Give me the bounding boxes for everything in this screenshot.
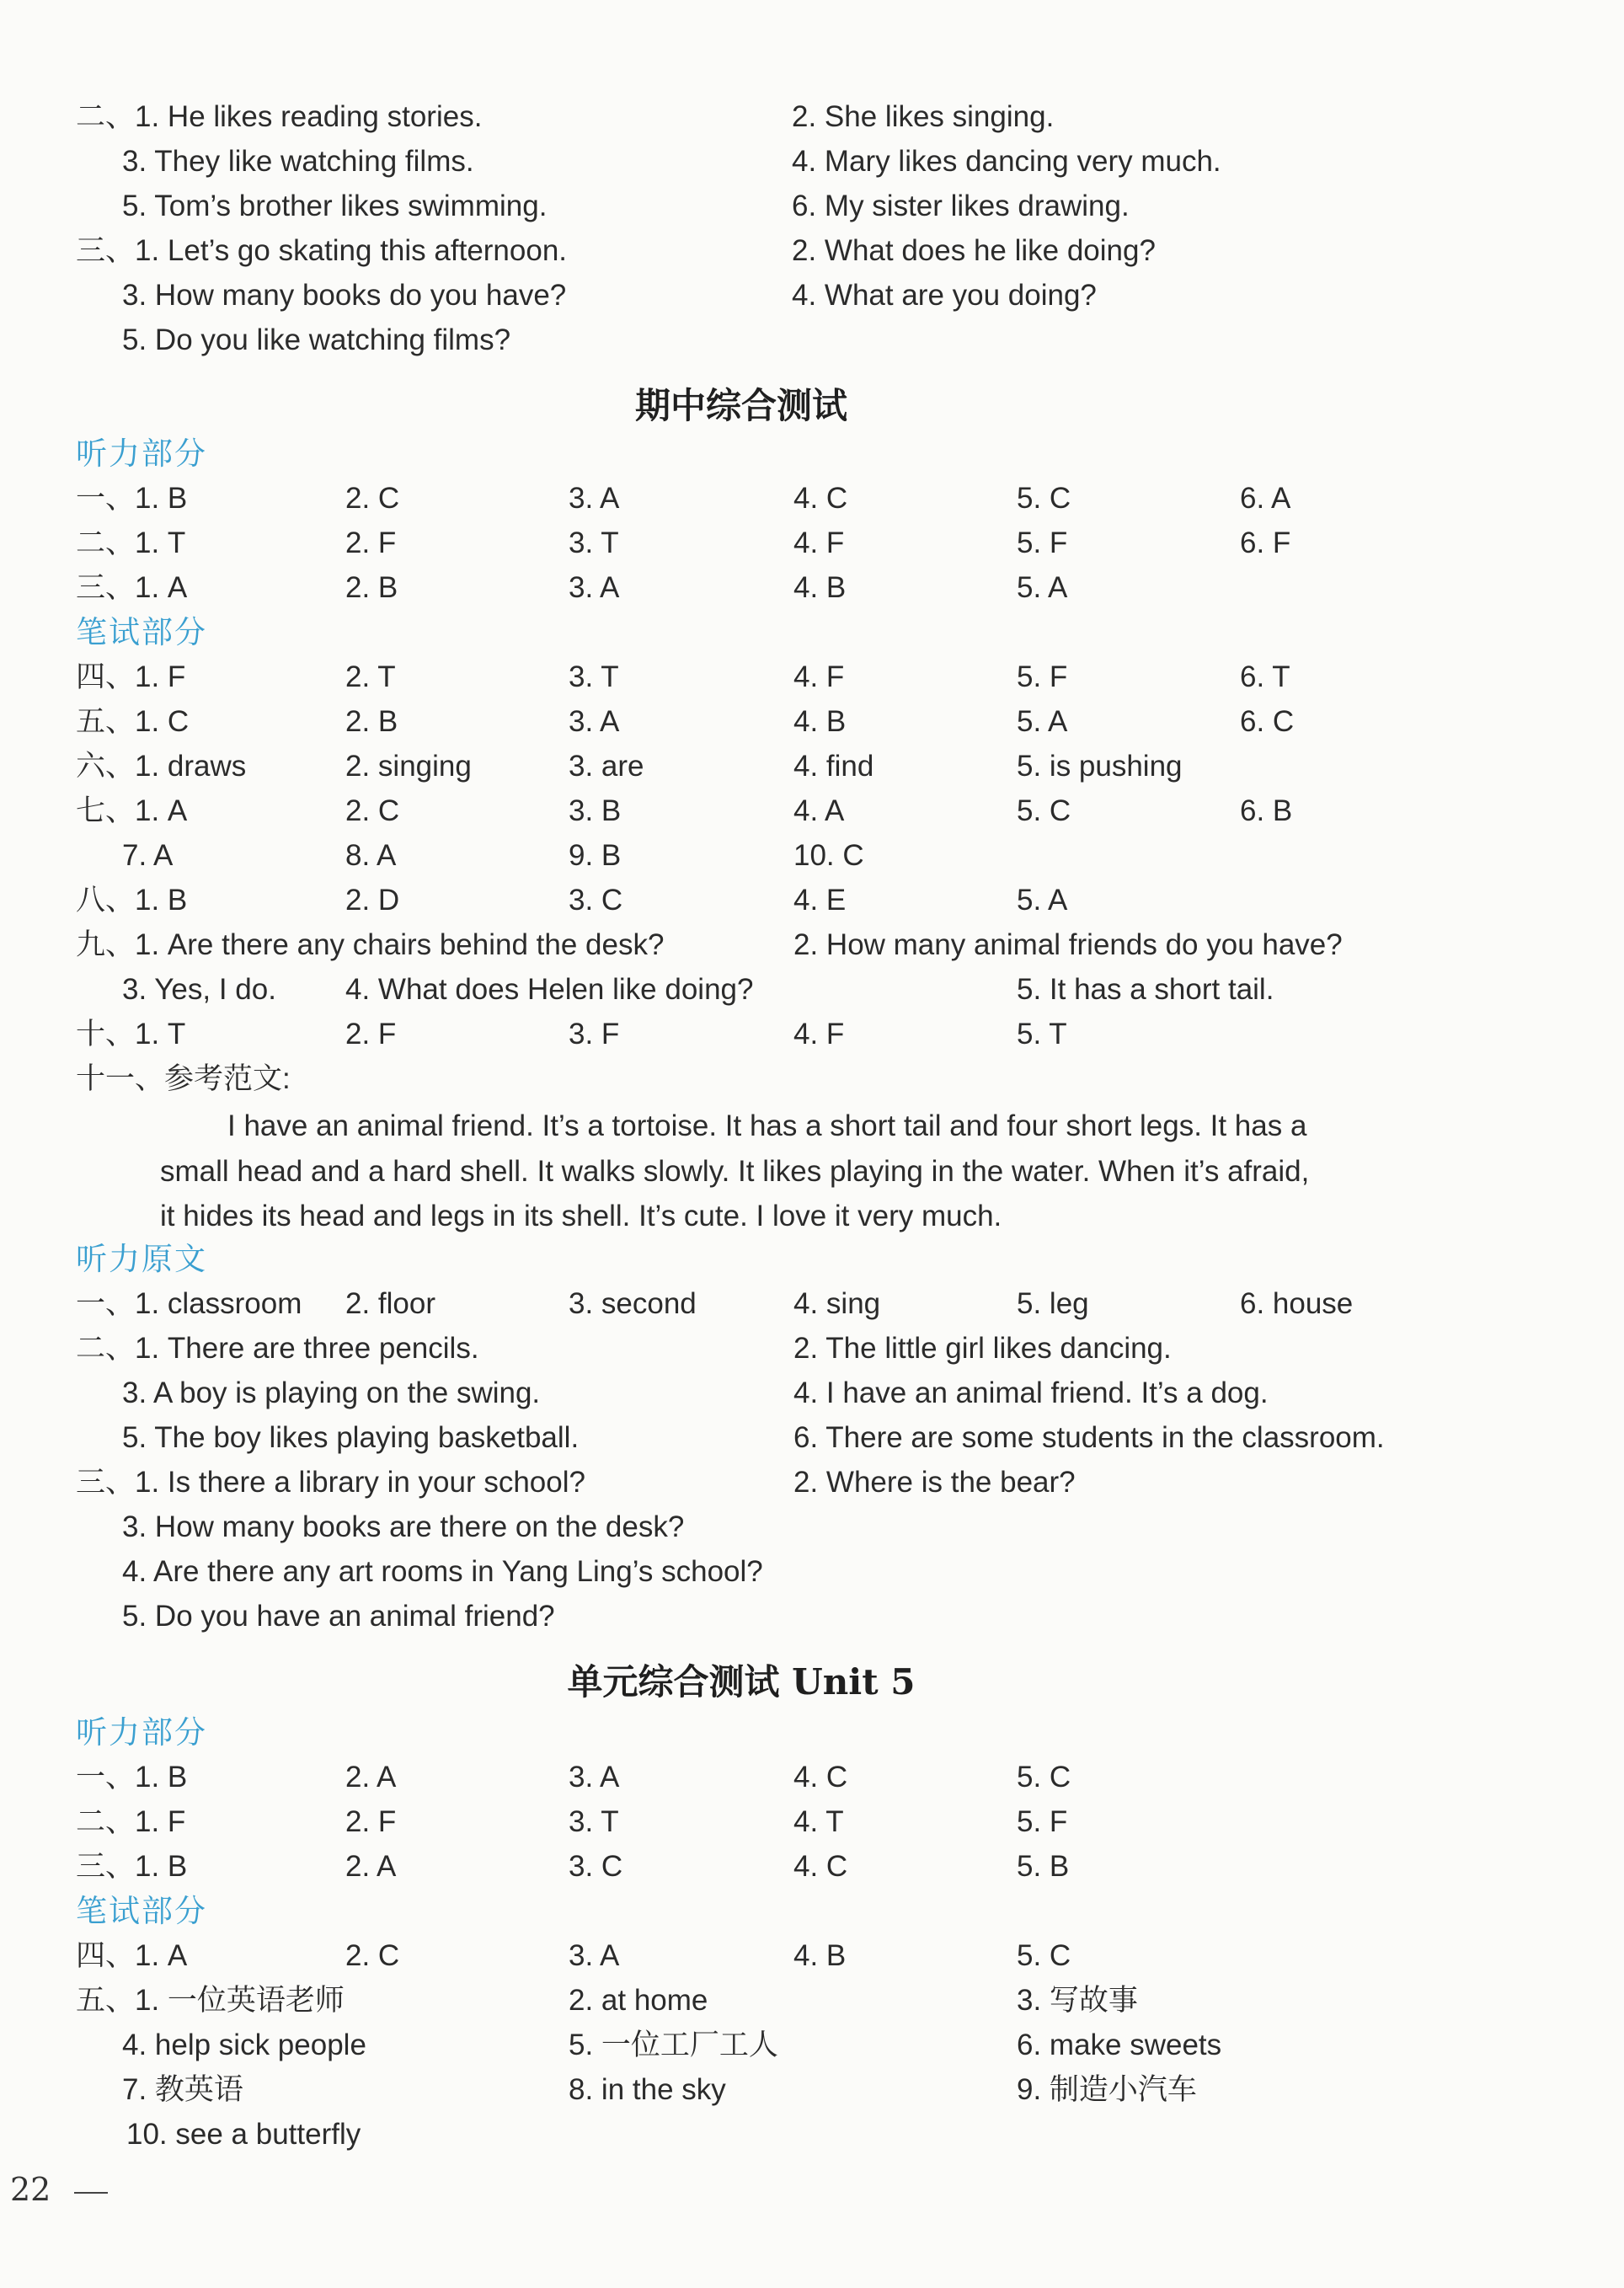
answer-row [0, 967, 1624, 1013]
answer: 6. B [1240, 794, 1293, 827]
answer: 5. It has a short tail. [1017, 973, 1274, 1006]
answer: 3. A boy is playing on the swing. [122, 1377, 541, 1409]
answer: 5. C [1017, 482, 1071, 515]
answer: 4. find [793, 750, 874, 783]
answer-row [0, 699, 1624, 745]
answer-row [0, 1594, 1624, 1639]
answer-row [0, 476, 1624, 521]
answer: 2. C [345, 482, 400, 515]
answer: 4. What are you doing? [792, 279, 1097, 312]
answer: 2. singing [345, 750, 472, 783]
answer: 4. F [793, 1018, 845, 1050]
answer-row [0, 1978, 1624, 2023]
answer: 3. How many books do you have? [122, 279, 567, 312]
answer: 9. 制造小汽车 [1017, 2073, 1197, 2106]
answer: 二、1. He likes reading stories. [76, 100, 483, 133]
listening-heading: 听力部分 [76, 436, 207, 472]
answer-row [0, 1549, 1624, 1595]
answer: 4. sing [793, 1287, 881, 1320]
answer-row [0, 228, 1624, 274]
answer: 三、1. Is there a library in your school? [76, 1466, 585, 1499]
answer-row [0, 1755, 1624, 1800]
page-number: 22 [10, 2171, 51, 2208]
answer: 3. A [569, 571, 620, 604]
answer: 4. B [793, 571, 847, 604]
answer: 5. 一位工厂工人 [569, 2029, 778, 2061]
answer: 4. C [793, 1850, 848, 1883]
answer: 5. C [1017, 1939, 1071, 1972]
answer: 3. B [569, 794, 622, 827]
answer: 2. C [345, 794, 400, 827]
answer: 三、1. A [76, 571, 188, 604]
answer: 4. F [793, 527, 845, 559]
answer: 二、1. T [76, 527, 186, 559]
answer: 二、1. F [76, 1805, 186, 1838]
written-heading: 笔试部分 [76, 614, 207, 650]
answer-row [0, 922, 1624, 968]
answer-row [0, 1933, 1624, 1979]
answer: 一、1. classroom [76, 1287, 302, 1320]
answer-row [0, 1505, 1624, 1550]
answer: 8. A [345, 839, 397, 872]
answer: 一、1. B [76, 482, 188, 515]
answer-row [0, 565, 1624, 611]
answer: 十、1. T [76, 1018, 186, 1050]
answer-row [0, 1844, 1624, 1890]
answer: 五、1. C [76, 705, 190, 738]
answer: 6. There are some students in the classroom. [793, 1421, 1385, 1454]
answer: 2. Where is the bear? [793, 1466, 1076, 1499]
answer-row [0, 521, 1624, 566]
answer: 2. F [345, 527, 397, 559]
answer: 2. A [345, 1761, 397, 1794]
answer: 5. F [1017, 660, 1068, 693]
answer-row [0, 1460, 1624, 1505]
answer: 3. T [569, 660, 619, 693]
page-number-dash [74, 2192, 108, 2194]
essay-label-row [0, 1056, 1624, 1102]
answer: 2. T [345, 660, 396, 693]
answer: 3. A [569, 705, 620, 738]
answer: 2. B [345, 705, 398, 738]
answer: 一、1. B [76, 1761, 188, 1794]
answer-row [0, 2023, 1624, 2068]
answer: 10. see a butterfly [126, 2118, 361, 2151]
answer: 4. help sick people [122, 2029, 366, 2061]
answer: 5. F [1017, 1805, 1068, 1838]
answer: 四、1. A [76, 1939, 188, 1972]
essay-line: I have an animal friend. It’s a tortoise. It has a short tail and four short legs. It has a [227, 1109, 1307, 1142]
answer: 3. F [569, 1018, 620, 1050]
answer-row [0, 1371, 1624, 1416]
answer: 3. second [569, 1287, 697, 1320]
answer: 6. house [1240, 1287, 1354, 1320]
answer-row [0, 94, 1624, 140]
answer-row [0, 2112, 1624, 2157]
section-title: 单元综合测试 Unit 5 [567, 1661, 916, 1703]
answer: 2. She likes singing. [792, 100, 1055, 133]
answer: 5. Do you like watching films? [122, 323, 511, 356]
answer: 4. F [793, 660, 845, 693]
answer-row [0, 744, 1624, 789]
answer: 4. What does Helen like doing? [345, 973, 754, 1006]
answer: 6. F [1240, 527, 1291, 559]
answer: 八、1. B [76, 884, 188, 917]
answer: 四、1. F [76, 660, 186, 693]
answer: 9. B [569, 839, 622, 872]
answer-row [0, 655, 1624, 700]
essay-label: 十一、参考范文: [76, 1062, 291, 1095]
answer: 4. E [793, 884, 847, 917]
answer: 三、1. Let’s go skating this afternoon. [76, 234, 568, 267]
answer: 九、1. Are there any chairs behind the desk? [76, 928, 665, 961]
section-title: 期中综合测试 [634, 385, 847, 426]
answer-row [0, 1799, 1624, 1845]
answer: 六、1. draws [76, 750, 247, 783]
answer: 4. B [793, 1939, 847, 1972]
answer: 3. T [569, 1805, 619, 1838]
answer-row [0, 789, 1624, 834]
answer: 3. How many books are there on the desk? [122, 1510, 685, 1543]
answer: 5. leg [1017, 1287, 1089, 1320]
answer-row [0, 1415, 1624, 1461]
answer: 7. A [122, 839, 174, 872]
answer: 4. T [793, 1805, 844, 1838]
answer: 6. T [1240, 660, 1290, 693]
answer: 2. The little girl likes dancing. [793, 1332, 1172, 1365]
sample-essay [160, 1104, 1407, 1239]
answer: 6. A [1240, 482, 1291, 515]
answer: 3. A [569, 1761, 620, 1794]
answer: 3. are [569, 750, 644, 783]
answer: 3. 写故事 [1017, 1984, 1138, 2017]
answer: 3. A [569, 482, 620, 515]
answer-row [0, 318, 1624, 363]
answer: 4. Mary likes dancing very much. [792, 145, 1221, 178]
answer: 5. F [1017, 527, 1068, 559]
answer: 4. A [793, 794, 845, 827]
answer: 3. C [569, 1850, 623, 1883]
transcript-heading: 听力原文 [76, 1241, 207, 1277]
answer: 5. C [1017, 1761, 1071, 1794]
answer: 4. B [793, 705, 847, 738]
answer: 3. C [569, 884, 623, 917]
answer: 5. is pushing [1017, 750, 1183, 783]
answer-row [0, 1326, 1624, 1371]
answer: 5. B [1017, 1850, 1070, 1883]
answer: 5. A [1017, 705, 1068, 738]
answer: 2. F [345, 1805, 397, 1838]
answer: 2. B [345, 571, 398, 604]
answer-row [0, 1281, 1624, 1327]
answer-row [0, 878, 1624, 923]
answer: 8. in the sky [569, 2073, 726, 2106]
answer: 4. I have an animal friend. It’s a dog. [793, 1377, 1269, 1409]
answer: 2. floor [345, 1287, 435, 1320]
answer: 五、1. 一位英语老师 [76, 1984, 345, 2017]
essay-line: small head and a hard shell. It walks slowly. It likes playing in the water. When it’s afraid, [160, 1154, 1310, 1188]
answer: 5. Do you have an animal friend? [122, 1600, 555, 1633]
answer: 5. T [1017, 1018, 1067, 1050]
answer-row [0, 273, 1624, 318]
answer: 7. 教英语 [122, 2073, 243, 2106]
answer-row [0, 139, 1624, 184]
answer: 10. C [793, 839, 864, 872]
answer: 3. A [569, 1939, 620, 1972]
answer: 2. C [345, 1939, 400, 1972]
answer: 5. C [1017, 794, 1071, 827]
answer-row [0, 184, 1624, 229]
answer: 4. C [793, 1761, 848, 1794]
answer-row [0, 2067, 1624, 2113]
answer: 七、1. A [76, 794, 188, 827]
answer: 3. Yes, I do. [122, 973, 276, 1006]
answer: 2. at home [569, 1984, 708, 2017]
answer: 4. C [793, 482, 848, 515]
answer-row [0, 1012, 1624, 1057]
answer: 6. C [1240, 705, 1295, 738]
answer: 2. How many animal friends do you have? [793, 928, 1343, 961]
answer: 6. My sister likes drawing. [792, 190, 1130, 222]
answer: 5. Tom’s brother likes swimming. [122, 190, 548, 222]
answer: 5. The boy likes playing basketball. [122, 1421, 580, 1454]
answer: 6. make sweets [1017, 2029, 1222, 2061]
answer: 3. T [569, 527, 619, 559]
answer: 4. Are there any art rooms in Yang Ling’s school? [122, 1555, 763, 1588]
answer: 二、1. There are three pencils. [76, 1332, 479, 1365]
essay-line: it hides its head and legs in its shell. It’s cute. I love it very much. [160, 1200, 1002, 1232]
answer: 三、1. B [76, 1850, 188, 1883]
answer: 3. They like watching films. [122, 145, 474, 178]
written-heading: 笔试部分 [76, 1893, 207, 1929]
answer: 2. What does he like doing? [792, 234, 1156, 267]
answer: 2. A [345, 1850, 397, 1883]
answer-row [0, 833, 1624, 879]
answer: 2. D [345, 884, 400, 917]
answer: 5. A [1017, 884, 1068, 917]
answer: 5. A [1017, 571, 1068, 604]
listening-heading: 听力部分 [76, 1714, 207, 1751]
answer: 2. F [345, 1018, 397, 1050]
